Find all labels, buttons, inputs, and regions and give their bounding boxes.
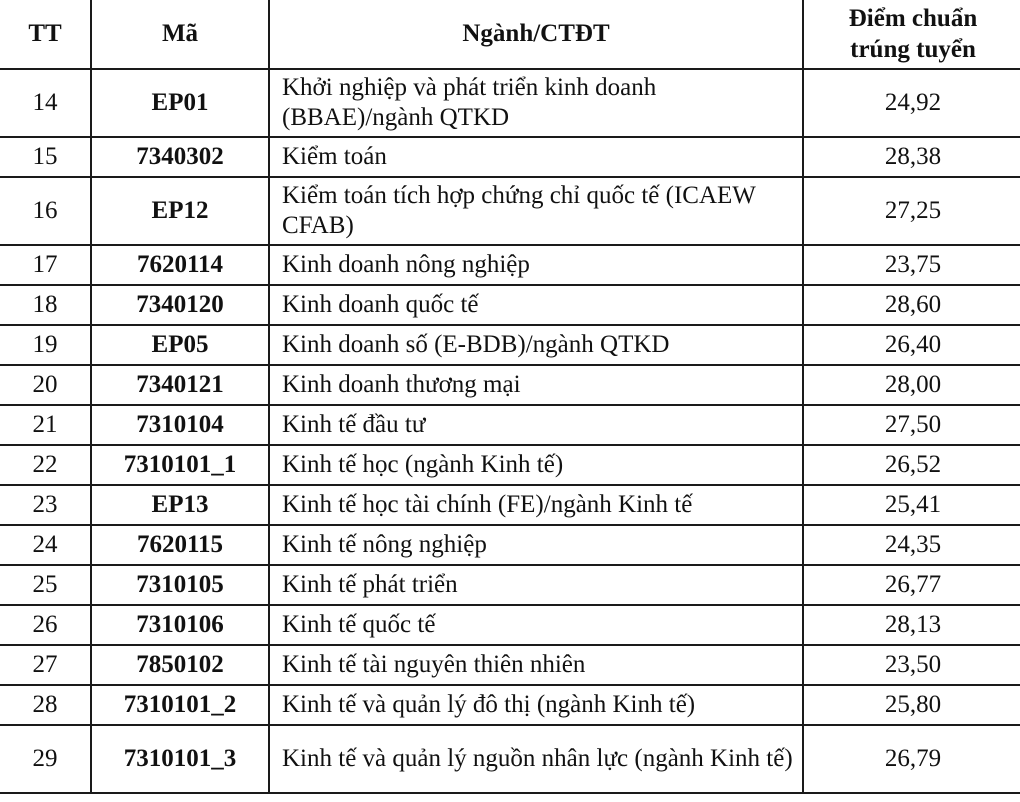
cell-ma: 7340302 [91,137,269,177]
header-ma: Mã [91,0,269,69]
header-diem-line2: trúng tuyển [850,36,976,63]
cell-ma: 7310101_3 [91,725,269,793]
cell-diem: 27,25 [803,177,1020,245]
cell-diem: 28,60 [803,285,1020,325]
cell-nganh: Kinh tế đầu tư [269,405,803,445]
cell-tt: 15 [0,137,91,177]
cell-nganh: Khởi nghiệp và phát triển kinh doanh (BBAE)/ngành QTKD [269,69,803,137]
table-row [0,725,1020,793]
cell-ma: EP12 [91,177,269,245]
cell-diem: 26,77 [803,565,1020,605]
cell-tt: 24 [0,525,91,565]
cell-diem: 23,75 [803,245,1020,285]
cell-diem: 23,50 [803,645,1020,685]
cell-diem: 24,92 [803,69,1020,137]
cell-ma: EP01 [91,69,269,137]
cell-tt: 26 [0,605,91,645]
table-row [0,405,1020,445]
cell-diem: 25,80 [803,685,1020,725]
cell-ma: EP13 [91,485,269,525]
cell-nganh: Kinh tế và quản lý đô thị (ngành Kinh tế) [269,685,803,725]
cell-ma: 7620114 [91,245,269,285]
cell-tt: 19 [0,325,91,365]
cell-tt: 23 [0,485,91,525]
table-row [0,177,1020,245]
table-row [0,645,1020,685]
cell-diem: 24,35 [803,525,1020,565]
cell-nganh: Kinh doanh số (E-BDB)/ngành QTKD [269,325,803,365]
cell-nganh: Kinh tế học (ngành Kinh tế) [269,445,803,485]
cell-tt: 27 [0,645,91,685]
cell-diem: 26,40 [803,325,1020,365]
cell-nganh: Kinh doanh thương mại [269,365,803,405]
cell-ma: 7310101_2 [91,685,269,725]
cell-ma: 7310101_1 [91,445,269,485]
table-row [0,525,1020,565]
table-row [0,69,1020,137]
cell-tt: 16 [0,177,91,245]
cell-ma: 7310106 [91,605,269,645]
cell-nganh: Kinh tế học tài chính (FE)/ngành Kinh tế [269,485,803,525]
table-row [0,445,1020,485]
table-row [0,325,1020,365]
cell-tt: 20 [0,365,91,405]
cell-tt: 25 [0,565,91,605]
header-nganh: Ngành/CTĐT [269,0,803,69]
cell-diem: 26,79 [803,725,1020,793]
table-row [0,605,1020,645]
cell-ma: 7310104 [91,405,269,445]
table-row [0,137,1020,177]
cell-ma: 7340121 [91,365,269,405]
cell-diem: 28,13 [803,605,1020,645]
cell-tt: 29 [0,725,91,793]
cell-ma: 7620115 [91,525,269,565]
cell-tt: 21 [0,405,91,445]
cell-diem: 27,50 [803,405,1020,445]
header-tt: TT [0,0,91,69]
cell-nganh: Kinh doanh quốc tế [269,285,803,325]
table-row [0,685,1020,725]
cell-tt: 28 [0,685,91,725]
table-row [0,285,1020,325]
cell-nganh: Kinh tế tài nguyên thiên nhiên [269,645,803,685]
header-diem [803,0,1020,69]
cell-nganh: Kinh tế nông nghiệp [269,525,803,565]
cell-tt: 17 [0,245,91,285]
cell-ma: EP05 [91,325,269,365]
cell-tt: 22 [0,445,91,485]
table-row [0,365,1020,405]
cell-ma: 7850102 [91,645,269,685]
cell-tt: 14 [0,69,91,137]
cell-ma: 7310105 [91,565,269,605]
cell-nganh: Kinh tế quốc tế [269,605,803,645]
header-diem-line1: Điểm chuẩn [848,5,978,32]
table-row [0,565,1020,605]
cell-nganh: Kinh tế và quản lý nguồn nhân lực (ngành Kinh tế) [269,725,803,793]
cell-ma: 7340120 [91,285,269,325]
cell-nganh: Kinh doanh nông nghiệp [269,245,803,285]
cell-tt: 18 [0,285,91,325]
header-row [0,0,1020,69]
cell-nganh: Kiểm toán tích hợp chứng chỉ quốc tế (ICAEW CFAB) [269,177,803,245]
table-row [0,485,1020,525]
cell-nganh: Kiểm toán [269,137,803,177]
cell-diem: 28,38 [803,137,1020,177]
cell-diem: 25,41 [803,485,1020,525]
cell-nganh: Kinh tế phát triển [269,565,803,605]
cell-diem: 28,00 [803,365,1020,405]
cell-diem: 26,52 [803,445,1020,485]
table-row [0,245,1020,285]
